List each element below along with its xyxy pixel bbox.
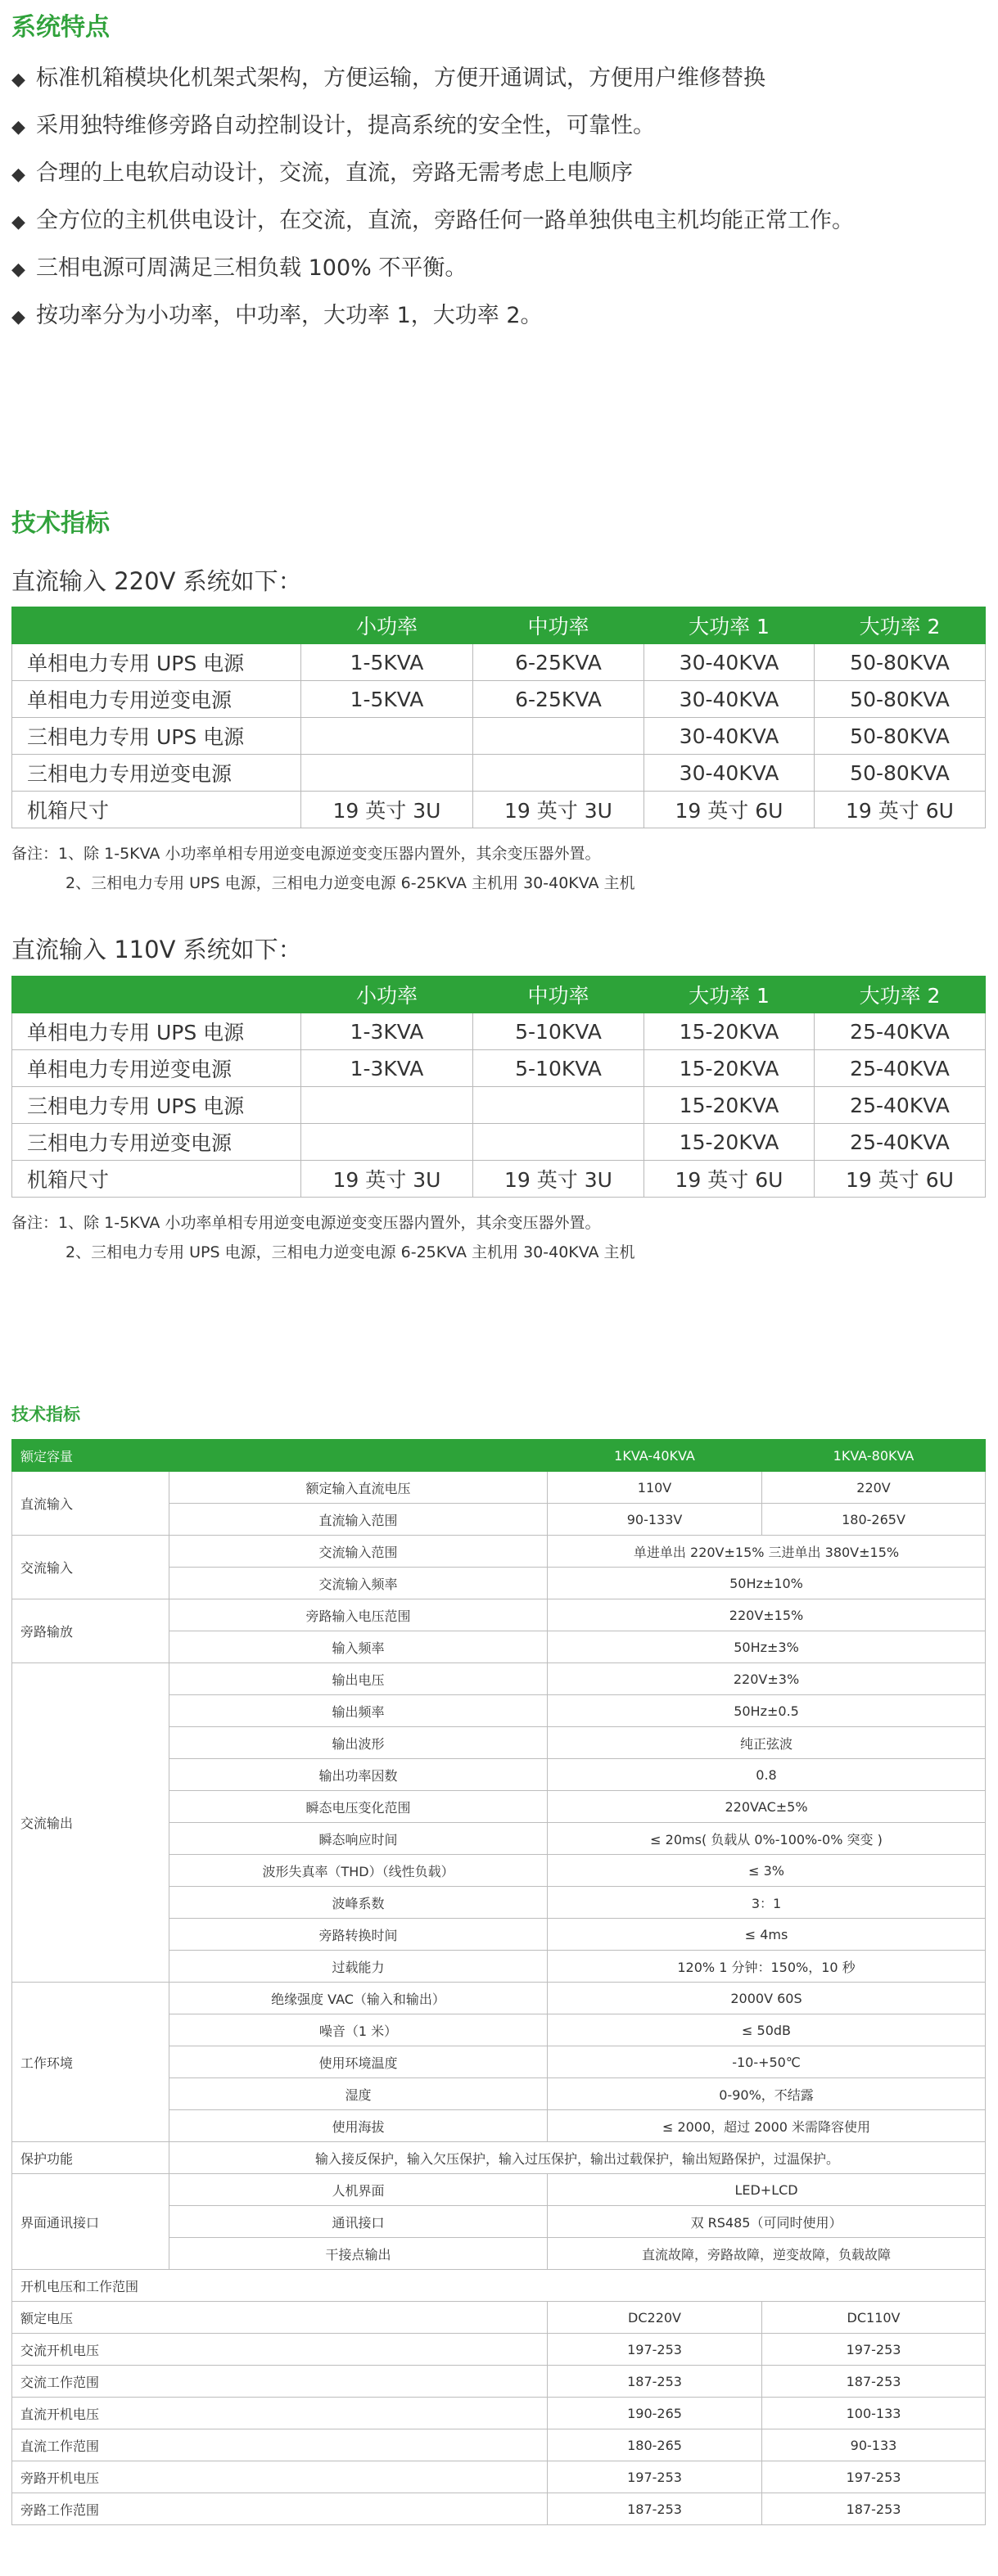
feature-item (11, 206, 854, 237)
table-cell: 0.8 (548, 1759, 986, 1791)
diamond-bullet-icon: ◆ (11, 307, 25, 327)
table-cell: 30-40KVA (644, 681, 815, 718)
table-cell: 0-90%，不结露 (548, 2078, 986, 2110)
group-label: 旁路输放 (12, 1599, 169, 1663)
table-cell: 1-3KVA (301, 1013, 473, 1050)
row-label: 三相电力专用 UPS 电源 (12, 718, 301, 755)
table-cell: 5-10KVA (473, 1050, 644, 1087)
table-cell: 19 英寸 6U (815, 1161, 986, 1198)
table-cell: 交流输入频率 (169, 1568, 548, 1599)
feature-text: 三相电源可周满足三相负载 100% 不平衡。 (36, 255, 467, 281)
table-cell: 直流开机电压 (12, 2398, 548, 2429)
table-cell: 旁路输入电压范围 (169, 1599, 548, 1631)
table-cell: 额定输入直流电压 (169, 1472, 548, 1504)
table-cell: 50-80KVA (815, 681, 986, 718)
table-row (12, 2174, 986, 2206)
table-cell: 19 英寸 3U (473, 1161, 644, 1198)
dc110-table (11, 976, 986, 1198)
table-cell: 输入频率 (169, 1631, 548, 1663)
table-cell: DC110V (762, 2302, 986, 2334)
note-line: 2、三相电力专用 UPS 电源，三相电力逆变电源 6-25KVA 主机用 30-40KVA 主机 (65, 1243, 635, 1261)
row-label: 三相电力专用逆变电源 (12, 1124, 301, 1161)
feature-item (11, 254, 467, 285)
table-row (12, 2398, 986, 2429)
table-cell: ≤ 3% (548, 1855, 986, 1887)
table-cell: 通讯接口 (169, 2206, 548, 2238)
table-cell: 纯正弦波 (548, 1727, 986, 1759)
column-header: 大功率 2 (815, 607, 986, 644)
table-cell: 50-80KVA (815, 718, 986, 755)
table-cell: 直流工作范围 (12, 2429, 548, 2461)
dc220-notes (11, 839, 635, 898)
table-cell: -10-+50℃ (548, 2046, 986, 2078)
table-cell: 30-40KVA (644, 755, 815, 792)
table-cell: 1-5KVA (301, 644, 473, 681)
table-row (12, 2302, 986, 2334)
note-line: 备注：1、除 1-5KVA 小功率单相专用逆变电源逆变变压器内置外，其余变压器外置。 (11, 1214, 601, 1232)
table-cell: 90-133 (762, 2429, 986, 2461)
table-cell: 额定容量 (12, 1440, 548, 1472)
table-cell: 50Hz±3% (548, 1631, 986, 1663)
table-cell: 25-40KVA (815, 1087, 986, 1124)
table-cell: 使用环境温度 (169, 2046, 548, 2078)
table-cell: 交流开机电压 (12, 2334, 548, 2366)
table-cell: 旁路开机电压 (12, 2461, 548, 2493)
column-header: 中功率 (473, 607, 644, 644)
diamond-bullet-icon: ◆ (11, 212, 25, 232)
table-cell: 瞬态响应时间 (169, 1823, 548, 1855)
table-cell: 197-253 (548, 2334, 762, 2366)
column-header (12, 607, 301, 644)
table-row (12, 1050, 986, 1087)
table-row (12, 644, 986, 681)
features-title: 系统特点 (11, 13, 110, 42)
table-cell: 输入接反保护，输入欠压保护，输入过压保护，输出过载保护，输出短路保护，过温保护。 (169, 2142, 986, 2174)
table-cell: 50Hz±10% (548, 1568, 986, 1599)
table-cell: 双 RS485（可同时使用） (548, 2206, 986, 2238)
table-cell: LED+LCD (548, 2174, 986, 2206)
table-row (12, 2461, 986, 2493)
table-cell: 197-253 (762, 2334, 986, 2366)
dc110-heading: 直流输入 110V 系统如下： (11, 936, 302, 963)
table-row (12, 1599, 986, 1631)
table-cell: 干接点输出 (169, 2238, 548, 2270)
diamond-bullet-icon: ◆ (11, 259, 25, 280)
table-row (12, 755, 986, 792)
row-label: 机箱尺寸 (12, 1161, 301, 1198)
table-row (12, 2334, 986, 2366)
table-row (12, 681, 986, 718)
table-cell: 197-253 (548, 2461, 762, 2493)
feature-item (11, 111, 655, 142)
table-cell: 197-253 (762, 2461, 986, 2493)
feature-text: 采用独特维修旁路自动控制设计，提高系统的安全性，可靠性。 (36, 113, 655, 138)
table-cell: 220V±3% (548, 1663, 986, 1695)
table-cell: 交流工作范围 (12, 2366, 548, 2398)
row-label: 单相电力专用逆变电源 (12, 1050, 301, 1087)
table-cell: ≤ 50dB (548, 2014, 986, 2046)
diamond-bullet-icon: ◆ (11, 117, 25, 138)
detail-header-row (12, 1440, 986, 1472)
table-cell: DC220V (548, 2302, 762, 2334)
table-cell: 50-80KVA (815, 755, 986, 792)
table-cell: 25-40KVA (815, 1050, 986, 1087)
table-cell: 1-5KVA (301, 681, 473, 718)
table-cell (473, 1087, 644, 1124)
group-label: 直流输入 (12, 1472, 169, 1536)
table-cell: 交流输入范围 (169, 1536, 548, 1568)
table-cell: 直流输入范围 (169, 1504, 548, 1536)
table-cell: 波峰系数 (169, 1887, 548, 1919)
table-header-row (12, 977, 986, 1013)
column-header (12, 977, 301, 1013)
table-cell: 波形失真率（THD）（线性负载） (169, 1855, 548, 1887)
table-row (12, 1161, 986, 1198)
table-cell: 旁路工作范围 (12, 2493, 548, 2525)
table-cell: 187-253 (762, 2493, 986, 2525)
table-cell (473, 1124, 644, 1161)
table-row (12, 718, 986, 755)
feature-text: 按功率分为小功率，中功率，大功率 1，大功率 2。 (36, 303, 543, 328)
table-cell: 19 英寸 3U (473, 792, 644, 828)
table-cell: 30-40KVA (644, 644, 815, 681)
table-cell: 100-133 (762, 2398, 986, 2429)
column-header: 中功率 (473, 977, 644, 1013)
table-cell: 5-10KVA (473, 1013, 644, 1050)
table-cell (301, 718, 473, 755)
table-row (12, 2493, 986, 2525)
group-label: 交流输入 (12, 1536, 169, 1599)
table-cell: 绝缘强度 VAC（输入和输出） (169, 1983, 548, 2014)
table-row (12, 1124, 986, 1161)
feature-text: 合理的上电软启动设计，交流，直流，旁路无需考虑上电顺序 (36, 160, 633, 186)
table-cell: 120% 1 分钟：150%，10 秒 (548, 1951, 986, 1983)
table-cell: 输出功率因数 (169, 1759, 548, 1791)
group-label: 交流输出 (12, 1663, 169, 1983)
table-cell: 瞬态电压变化范围 (169, 1791, 548, 1823)
table-cell: ≤ 4ms (548, 1919, 986, 1951)
detail-title: 技术指标 (11, 1405, 80, 1424)
table-cell: 6-25KVA (473, 644, 644, 681)
note-line: 备注：1、除 1-5KVA 小功率单相专用逆变电源逆变变压器内置外，其余变压器外置。 (11, 845, 601, 863)
table-cell: 187-253 (548, 2366, 762, 2398)
table-row (12, 2270, 986, 2302)
table-cell: 220V (762, 1472, 986, 1504)
table-row (12, 2429, 986, 2461)
detail-spec-table (11, 1439, 986, 2525)
diamond-bullet-icon: ◆ (11, 70, 25, 90)
diamond-bullet-icon: ◆ (11, 165, 25, 185)
table-row (12, 2366, 986, 2398)
table-row (12, 1087, 986, 1124)
table-cell: 3：1 (548, 1887, 986, 1919)
column-header: 大功率 1 (644, 977, 815, 1013)
table-cell: 50Hz±0.5 (548, 1695, 986, 1727)
feature-item (11, 301, 543, 332)
table-cell: 19 英寸 3U (301, 792, 473, 828)
table-cell: 110V (548, 1472, 762, 1504)
feature-text: 标准机箱模块化机架式架构，方便运输，方便开通调试，方便用户维修替换 (36, 65, 765, 91)
dc220-heading: 直流输入 220V 系统如下： (11, 567, 302, 595)
table-row (12, 2142, 986, 2174)
dc110-notes (11, 1208, 635, 1267)
row-label: 单相电力专用 UPS 电源 (12, 1013, 301, 1050)
table-cell: 过载能力 (169, 1951, 548, 1983)
table-cell: 90-133V (548, 1504, 762, 1536)
row-label: 三相电力专用逆变电源 (12, 755, 301, 792)
table-cell: 输出波形 (169, 1727, 548, 1759)
table-cell (473, 718, 644, 755)
section-label: 开机电压和工作范围 (12, 2270, 986, 2302)
table-cell: 15-20KVA (644, 1087, 815, 1124)
group-label: 界面通讯接口 (12, 2174, 169, 2270)
table-header-row (12, 607, 986, 644)
table-row (12, 1536, 986, 1568)
column-header: 大功率 1 (644, 607, 815, 644)
table-cell: 输出频率 (169, 1695, 548, 1727)
feature-item (11, 159, 633, 190)
group-label: 保护功能 (12, 2142, 169, 2174)
table-cell: 15-20KVA (644, 1124, 815, 1161)
table-cell: 噪音（1 米） (169, 2014, 548, 2046)
table-row (12, 1663, 986, 1695)
table-cell: 25-40KVA (815, 1124, 986, 1161)
table-cell (301, 1124, 473, 1161)
column-header: 小功率 (301, 607, 473, 644)
table-row (12, 1472, 986, 1504)
group-label: 工作环境 (12, 1983, 169, 2142)
table-cell: 旁路转换时间 (169, 1919, 548, 1951)
table-cell: 直流故障，旁路故障，逆变故障，负载故障 (548, 2238, 986, 2270)
table-cell: 180-265 (548, 2429, 762, 2461)
table-cell: 输出电压 (169, 1663, 548, 1695)
table-cell: 50-80KVA (815, 644, 986, 681)
table-cell: 1KVA-40KVA (548, 1440, 762, 1472)
table-cell: 额定电压 (12, 2302, 548, 2334)
table-row (12, 792, 986, 828)
table-cell (473, 755, 644, 792)
table-cell: 单进单出 220V±15% 三进单出 380V±15% (548, 1536, 986, 1568)
note-line: 2、三相电力专用 UPS 电源，三相电力逆变电源 6-25KVA 主机用 30-40KVA 主机 (65, 874, 635, 892)
table-cell: 25-40KVA (815, 1013, 986, 1050)
table-cell: 19 英寸 3U (301, 1161, 473, 1198)
table-cell: 1-3KVA (301, 1050, 473, 1087)
table-cell: 190-265 (548, 2398, 762, 2429)
table-cell: 2000V 60S (548, 1983, 986, 2014)
table-cell: 19 英寸 6U (644, 1161, 815, 1198)
row-label: 三相电力专用 UPS 电源 (12, 1087, 301, 1124)
column-header: 大功率 2 (815, 977, 986, 1013)
feature-item (11, 64, 765, 95)
table-cell: 187-253 (548, 2493, 762, 2525)
table-cell: 6-25KVA (473, 681, 644, 718)
table-cell (301, 755, 473, 792)
table-cell: 30-40KVA (644, 718, 815, 755)
dc220-table (11, 607, 986, 828)
table-cell: 187-253 (762, 2366, 986, 2398)
table-cell: ≤ 20ms( 负载从 0%-100%-0% 突变 ) (548, 1823, 986, 1855)
table-cell: 19 英寸 6U (815, 792, 986, 828)
table-cell: 湿度 (169, 2078, 548, 2110)
table-cell: ≤ 2000，超过 2000 米需降容使用 (548, 2110, 986, 2142)
row-label: 机箱尺寸 (12, 792, 301, 828)
table-row (12, 1983, 986, 2014)
table-cell: 19 英寸 6U (644, 792, 815, 828)
column-header: 小功率 (301, 977, 473, 1013)
table-cell (301, 1087, 473, 1124)
table-cell: 使用海拔 (169, 2110, 548, 2142)
spec-title: 技术指标 (11, 509, 110, 538)
table-row (12, 1013, 986, 1050)
table-cell: 1KVA-80KVA (762, 1440, 986, 1472)
table-cell: 180-265V (762, 1504, 986, 1536)
table-cell: 15-20KVA (644, 1050, 815, 1087)
table-cell: 220VAC±5% (548, 1791, 986, 1823)
row-label: 单相电力专用 UPS 电源 (12, 644, 301, 681)
table-cell: 15-20KVA (644, 1013, 815, 1050)
row-label: 单相电力专用逆变电源 (12, 681, 301, 718)
feature-text: 全方位的主机供电设计，在交流，直流，旁路任何一路单独供电主机均能正常工作。 (36, 208, 854, 233)
table-cell: 220V±15% (548, 1599, 986, 1631)
table-cell: 人机界面 (169, 2174, 548, 2206)
